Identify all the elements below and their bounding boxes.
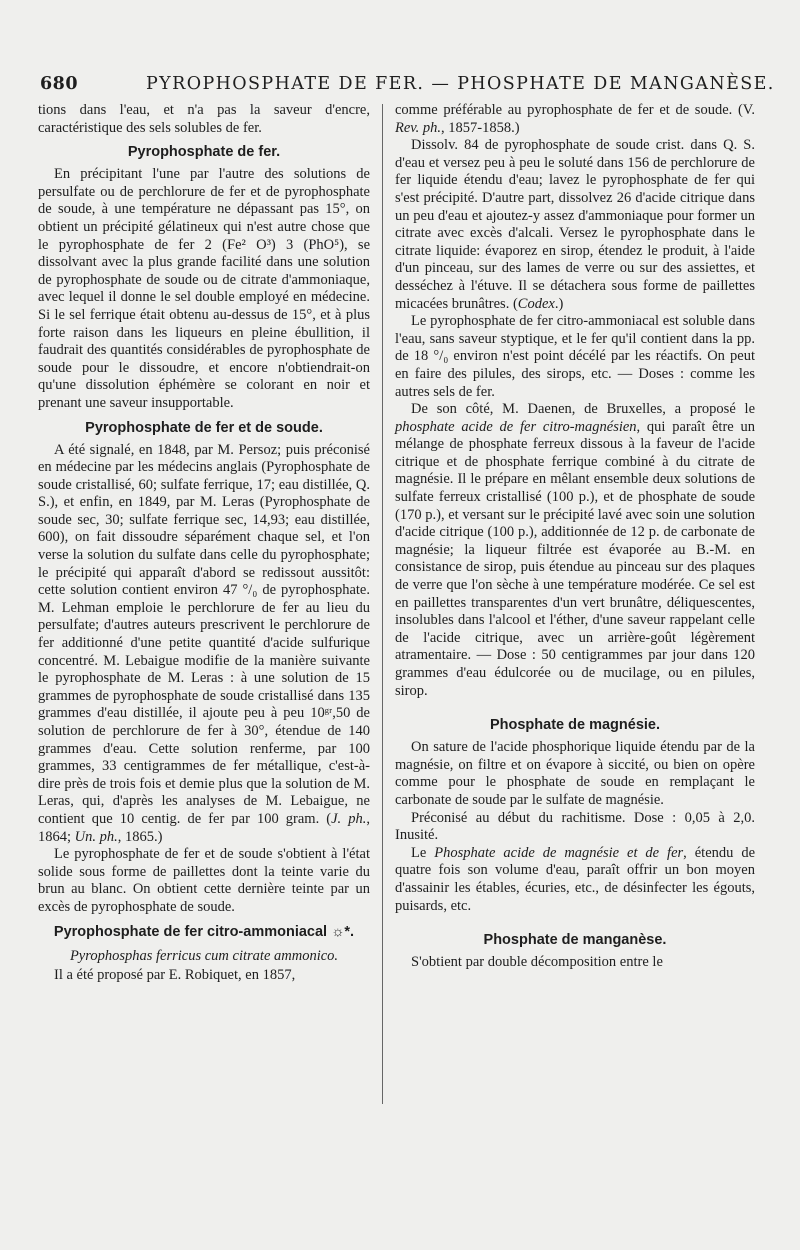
running-title: PYROPHOSPHATE DE FER. — PHOSPHATE DE MANGANÈSE.	[146, 74, 775, 94]
latin-name: Pyrophosphas ferricus cum citrate ammonico.	[69, 947, 339, 964]
reference: Rev. ph.	[395, 119, 442, 136]
reference: Codex	[517, 295, 555, 312]
paragraph-continuation: comme préférable au pyrophosphate de fer et de soude. (V. Rev. ph., 1857-1858.)	[395, 102, 755, 136]
paragraph-magnesie-1: On sature de l'acide phosphorique liquide étendu par de la magnésie, on filtre et on évapore à siccité, ou bien on opère comme pour le phosphate de soude en remplaçant le carbonate de soude par le sulfate de magnésie.	[395, 739, 755, 808]
paragraph-manganese-start: S'obtient par double décomposition entre le	[411, 954, 663, 971]
compound-name: Phosphate acide de magnésie et de fer	[434, 844, 684, 861]
paragraph-soude-2: Le pyrophosphate de fer et de soude s'obtient à l'état solide sous forme de paillettes dont la teinte varie du brun au blanc. On obtient cette dernière teinte par un excès de pyrophosphate de soude.	[38, 846, 370, 915]
paragraph-dissolv: Dissolv. 84 de pyrophosphate de soude crist. dans Q. S. d'eau et versez peu à peu le soluté dans 156 de perchlorure de fer liquide étendu d'eau; lavez le pyrophosphate de fer qui s'est précipité. D'autre part, dissolvez 26 d'acide citrique dans un peu d'eau et ajoutez-y assez d'ammoniaque pour former un citrate avec excès d'alcali. Versez le pyrophosphate dans le citrate liquide: évaporez en sirop, étendez le produit, à l'aide d'un pinceau, sur des lames de verre ou sur des assiettes, et desséchez à l'étuve. Il se détachera sous forme de paillettes micacées brunâtres. (Codex.)	[395, 137, 755, 312]
heading-pyrophosphate-de-fer: Pyrophosphate de fer.	[127, 144, 281, 161]
page-number: 680	[40, 74, 79, 94]
right-column	[395, 102, 755, 972]
paragraph-soluble: Le pyrophosphate de fer citro-ammoniacal est soluble dans l'eau, sans saveur styptique, et le fer qu'il contient dans la pp. de 18 °/₀ environ n'est point décélé par les réactifs. On peut en faire des pilules, des sirops, etc. — Doses : comme les autres sels de fer.	[395, 313, 755, 400]
heading-pyrophosphate-fer-soude: Pyrophosphate de fer et de soude.	[85, 419, 323, 436]
paragraph-soude-1: A été signalé, en 1848, par M. Persoz; puis préconisé en médecine par les médecins anglais (Pyrophosphate de soude cristallisé, 60; sulfate ferrique, 17; eau distillée, Q. S.), et enfin, en 1849, par M. Leras (Pyrophosphate de soude sec, 30; sulfate ferrique sec, 14,93; eau distillée, 600), on fait dissoudre séparément chaque sel, et l'on verse la solution du sulfate dans celle du pyrophosphate; le précipité qui apparaît d'abord se redissout aussitôt: cette solution contient environ 47 °/₀ de pyrophosphate. M. Lehman emploie le perchlorure de fer au lieu du persulfate; d'autres auteurs prescrivent le perchlorure de fer additionné d'une petite quantité d'acide sulfurique concentré. M. Lebaigue modifie de la manière suivante le pyrophosphate de M. Leras : à une solution de 15 grammes de pyrophosphate de soude cristallisé dans 135 grammes d'eau distillée, il ajoute peu à peu 10ᵍʳ,50 de solution de perchlorure de fer à 30°, étendue de 140 grammes d'eau. Cette solution renferme, par 100 grammes, 33 centigrammes de fer métallique, c'est-à-dire près de trois fois et demie plus que la solution de M. Leras, qui, d'après les analyses de M. Lebaigue, ne contient que 10 centig. de fer par 100 gram. (J. ph., 1864; Un. ph., 1865.)	[38, 441, 370, 845]
page-header	[40, 72, 775, 102]
paragraph-pyrophosphate: En précipitant l'une par l'autre des solutions de persulfate ou de perchlorure de fer et de pyrophosphate de soude, à une température ne dépassant pas 15°, on obtient un précipité gélatineux qui n'est autre chose que le pyrophosphate de fer 2 (Fe² O³) 3 (PhO⁵), se dissolvant avec la plus grande facilité dans une solution de pyrophosphate de soude ou de citrate d'ammoniaque, avec lequel il donne le sel double employé en médecine. Si le sel ferrique était obtenu au-dessus de 15°, et à plus forte raison dans les liqueurs en pleine ébullition, il faudrait des quantités considérables de pyrophosphate de soude pour le dissoudre, et encore n'obtiendrait-on qu'une dissolution éphémère se colorant en noir et prenant une saveur insupportable.	[38, 166, 370, 411]
paragraph-daenen: De son côté, M. Daenen, de Bruxelles, a proposé le phosphate acide de fer citro-magnésien, qui paraît être un mélange de phosphate ferreux dissous à la faveur de l'acide citrique et de phosphate ferrique combiné à du citrate de magnésie. Il le prépare en mêlant ensemble deux solutions de sulfate ferreux cristallisé (100 p.), et de phosphate de soude (170 p.), et versant sur le précipité lavé avec soin une solution d'acide citrique (100 p.), additionnée de 12 p. de carbonate de magnésie; la liqueur filtrée est évaporée au B.-M. en consistance de sirop, puis étendue au pinceau sur des plaques de verre que l'on sèche à une température modérée. Ce sel est en paillettes transparentes d'un vert brunâtre, déliquescentes, insolubles dans l'alcool et l'éther, d'une saveur rappelant celle de l'acide citrique, avec un arrière-goût légèrement atramentaire. — Dose : 50 centigrammes par jour dans 120 grammes d'eau édulcorée ou de mucilage, ou en pilules, sirop.	[395, 401, 755, 699]
heading-citro-ammoniacal: Pyrophosphate de fer citro-ammoniacal ☼*.	[53, 923, 355, 940]
compound-name: phosphate acide de fer citro-magnésien	[395, 418, 637, 435]
heading-phosphate-magnesie: Phosphate de magnésie.	[489, 717, 661, 734]
left-column	[38, 102, 370, 985]
paragraph-intro: tions dans l'eau, et n'a pas la saveur d'encre, caractéristique des sels solubles de fer.	[38, 102, 370, 136]
reference: Un. ph.	[74, 828, 118, 845]
paragraph-magnesie-3: Le Phosphate acide de magnésie et de fer, étendu de quatre fois son volume d'eau, paraît offrir un bon moyen d'assainir les étables, écuries, etc., de désinfecter les égouts, puisards, etc.	[395, 844, 756, 914]
column-divider	[382, 104, 383, 1104]
paragraph-citro-start: Il a été proposé par E. Robiquet, en 1857,	[54, 967, 296, 984]
paragraph-magnesie-2: Préconisé au début du rachitisme. Dose : 0,05 à 2,0. Inusité.	[395, 809, 755, 844]
reference: J. ph.	[331, 810, 367, 827]
heading-phosphate-manganese: Phosphate de manganèse.	[483, 932, 667, 949]
